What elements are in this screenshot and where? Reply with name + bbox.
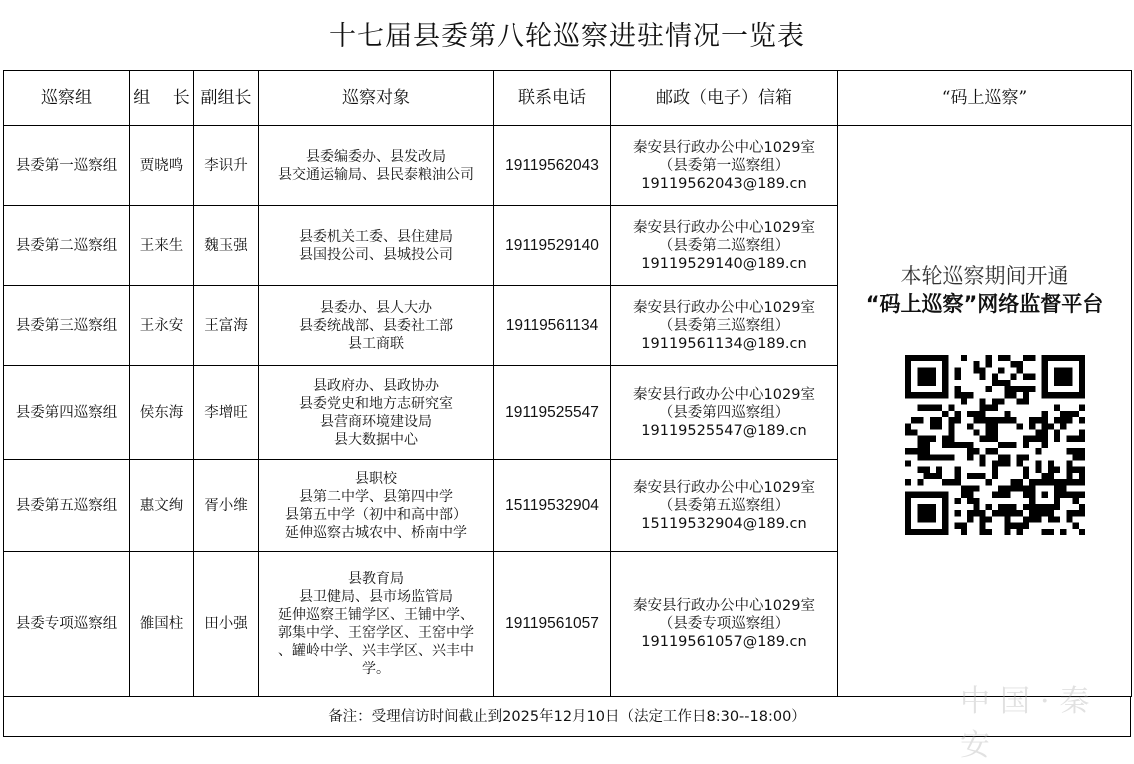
qr-panel (838, 126, 1132, 697)
email-address: 19119561134@189.cn (641, 335, 807, 352)
mail-line: 秦安县行政办公中心1029室 (633, 479, 815, 496)
phone-cell: 15119532904 (494, 460, 611, 552)
group-cell: 县委第二巡察组 (4, 206, 130, 286)
group-cell: 县委第四巡察组 (4, 366, 130, 460)
header-row (4, 71, 1132, 126)
target-line: 县教育局 (348, 571, 404, 587)
target-line: 延伸巡察古城农中、桥南中学 (285, 524, 467, 541)
mail-cell (611, 286, 838, 366)
mail-cell (611, 460, 838, 552)
mail-line: （县委第四巡察组） (658, 404, 790, 421)
page-title: 十七届县委第八轮巡察进驻情况一览表 (329, 21, 805, 52)
header-targets: 巡察对象 (259, 71, 494, 126)
mail-line: 秦安县行政办公中心1029室 (633, 139, 815, 156)
header-mail: 邮政（电子）信箱 (611, 71, 838, 126)
phone-cell: 19119561057 (494, 552, 611, 697)
email-address: 19119561057@189.cn (641, 634, 807, 650)
target-line: 县委机关工委、县住建局 (299, 228, 453, 245)
deputy-cell: 李增旺 (194, 366, 259, 460)
mail-cell (611, 126, 838, 206)
mail-line: 秦安县行政办公中心1029室 (633, 299, 815, 316)
phone-cell: 19119525547 (494, 366, 611, 460)
table-body (4, 126, 1132, 697)
header-phone: 联系电话 (494, 71, 611, 126)
mail-line: 秦安县行政办公中心1029室 (633, 598, 815, 614)
target-line: 县营商环境建设局 (320, 413, 432, 430)
deputy-cell: 李识升 (194, 126, 259, 206)
mail-line: （县委专项巡察组） (658, 616, 790, 632)
header-leader: 组 长 (130, 71, 194, 126)
footnote: 备注：受理信访时间截止到2025年12月10日（法定工作日8:30--18:00） (3, 696, 1131, 737)
targets-cell (259, 552, 494, 697)
qr-caption-2: “码上巡察”网络监督平台 (865, 292, 1104, 316)
mail-line: （县委第二巡察组） (658, 237, 790, 254)
inspection-table (3, 70, 1132, 697)
mail-line: 秦安县行政办公中心1029室 (633, 386, 815, 403)
phone-cell: 19119529140 (494, 206, 611, 286)
leader-cell: 雒国柱 (130, 552, 194, 697)
deputy-cell: 田小强 (194, 552, 259, 697)
target-line: 延伸巡察王铺学区、王铺中学、 (278, 607, 474, 623)
leader-cell: 贾晓鸣 (130, 126, 194, 206)
mail-line: （县委第一巡察组） (658, 157, 790, 174)
header-qr: “码上巡察” (838, 71, 1132, 126)
leader-cell: 侯东海 (130, 366, 194, 460)
leader-cell: 惠文绚 (130, 460, 194, 552)
target-line: 县委党史和地方志研究室 (299, 395, 453, 412)
phone-cell: 19119561134 (494, 286, 611, 366)
qr-box (838, 127, 1131, 695)
group-cell: 县委第五巡察组 (4, 460, 130, 552)
target-line: 县交通运输局、县民泰粮油公司 (278, 166, 474, 183)
targets-cell (259, 286, 494, 366)
target-line: 县国投公司、县城投公司 (299, 246, 453, 263)
targets-cell (259, 460, 494, 552)
target-line: 县大数据中心 (334, 431, 418, 448)
group-cell: 县委第三巡察组 (4, 286, 130, 366)
target-line: 县第五中学（初中和高中部） (285, 506, 467, 523)
deputy-cell: 魏玉强 (194, 206, 259, 286)
targets-cell (259, 366, 494, 460)
mail-cell (611, 366, 838, 460)
mail-cell (611, 552, 838, 697)
target-line: 、罐岭中学、兴丰学区、兴丰中 (278, 643, 474, 659)
target-line: 县委办、县人大办 (320, 299, 432, 316)
target-line: 学。 (362, 661, 390, 677)
target-line: 县政府办、县政协办 (313, 377, 439, 394)
leader-cell: 王永安 (130, 286, 194, 366)
leader-cell: 王来生 (130, 206, 194, 286)
mail-line: （县委第三巡察组） (658, 317, 790, 334)
qr-caption-1: 本轮巡察期间开通 (900, 264, 1069, 288)
mail-line: 秦安县行政办公中心1029室 (633, 219, 815, 236)
target-line: 县委编委办、县发改局 (306, 148, 446, 165)
target-line: 县职校 (355, 470, 397, 487)
header-group: 巡察组 (4, 71, 130, 126)
qr-code-icon[interactable] (905, 355, 1085, 535)
target-line: 县工商联 (348, 335, 404, 352)
deputy-cell: 王富海 (194, 286, 259, 366)
email-address: 15119532904@189.cn (641, 515, 807, 532)
email-address: 19119529140@189.cn (641, 255, 807, 272)
phone-cell: 19119562043 (494, 126, 611, 206)
watermark: 中国·秦安 (960, 684, 1100, 763)
mail-line: （县委第五巡察组） (658, 497, 790, 514)
mail-cell (611, 206, 838, 286)
targets-cell (259, 126, 494, 206)
target-line: 县委统战部、县委社工部 (299, 317, 453, 334)
deputy-cell: 胥小维 (194, 460, 259, 552)
email-address: 19119562043@189.cn (641, 175, 807, 192)
table-row (4, 126, 1132, 206)
targets-cell (259, 206, 494, 286)
header-deputy: 副组长 (194, 71, 259, 126)
target-line: 郭集中学、王窑学区、王窑中学 (278, 625, 474, 641)
target-line: 县第二中学、县第四中学 (299, 488, 453, 505)
group-cell: 县委专项巡察组 (4, 552, 130, 697)
group-cell: 县委第一巡察组 (4, 126, 130, 206)
email-address: 19119525547@189.cn (641, 422, 807, 439)
target-line: 县卫健局、县市场监管局 (299, 589, 453, 605)
